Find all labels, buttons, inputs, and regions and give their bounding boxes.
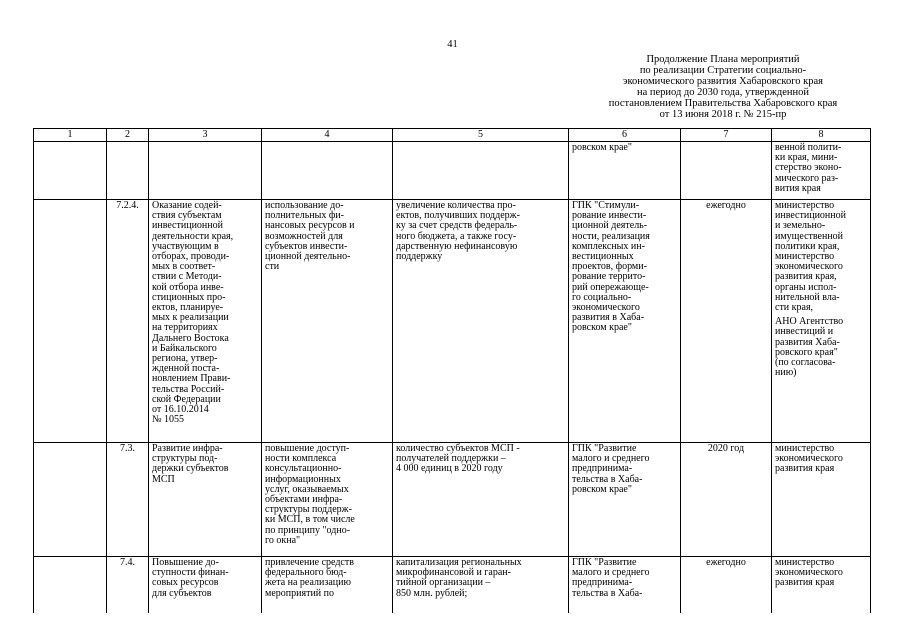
program-name: ГПК "Развитие малого и среднего предпринима- тельства в Хаба- ровском крае" [569, 443, 681, 557]
column-header: 3 [149, 129, 262, 142]
program-name: ГПК "Стимули- рование инвести- ционной деятель- ности, реализация комплексных ин- вестиционных проектов, форми- рование террито- рий опережающе- го социально- экономического развития в Хаба- ровском крае" [569, 200, 681, 443]
table-row [34, 200, 871, 443]
program-name: ровском крае" [569, 142, 681, 200]
measure-name: Повышение до- ступности финан- совых ресурсов для субъектов [149, 557, 262, 613]
measures-table [33, 128, 871, 613]
measure-name: Развитие инфра- структуры под- держки субъектов МСП [149, 443, 262, 557]
cell-col1 [34, 557, 107, 613]
cell-col1 [34, 142, 107, 200]
measure-direction [262, 142, 393, 200]
page-number: 41 [447, 39, 458, 50]
header-line: от 13 июня 2018 г. № 215-пр [659, 109, 787, 120]
table-row [34, 557, 871, 613]
header-line: по реализации Стратегии социально- [639, 65, 807, 76]
column-header: 2 [107, 129, 149, 142]
responsible-executors: министерство экономического развития края [775, 557, 843, 589]
responsible-cell [772, 200, 871, 443]
measure-direction: повышение доступ- ности комплекса консультационно- информационных услуг, оказываемых объектами инфра- структуры поддерж- ки МСП, в том числе по принципу "одно- го окна" [262, 443, 393, 557]
responsible-cell [772, 443, 871, 557]
column-header: 1 [34, 129, 107, 142]
column-header: 4 [262, 129, 393, 142]
expected-result: увеличение количества про- ектов, получивших поддерж- ку за счет средств федераль- ного бюджета, а также госу- дарственную нефинансовую поддержку [393, 200, 569, 443]
cell-col1 [34, 443, 107, 557]
header-line: экономического развития Хабаровского края [622, 76, 824, 87]
responsible-executors-extra: АНО Агентство инвестиций и развития Хаба- ровского края" (по согласова- нию) [775, 316, 844, 379]
measure-direction: использование до- полнительных фи- нансовых ресурсов и возможностей для субъектов инвести- ционной деятельно- сти [262, 200, 393, 443]
column-header: 8 [772, 129, 871, 142]
column-number-row [34, 129, 871, 142]
measure-name [149, 142, 262, 200]
responsible-executors: министерство экономического развития края [775, 443, 843, 475]
expected-result: количество субъектов МСП - получателей поддержки – 4 000 единиц в 2020 году [393, 443, 569, 557]
item-number: 7.4. [107, 557, 149, 613]
responsible-cell [772, 142, 871, 200]
table-row [34, 443, 871, 557]
header-line: на период до 2030 года, утвержденной [636, 87, 810, 98]
column-header: 7 [681, 129, 772, 142]
table-row [34, 142, 871, 200]
item-number [107, 142, 149, 200]
header-line: Продолжение Плана мероприятий [646, 54, 800, 65]
expected-result: капитализация региональных микрофинансовой и гаран- тийной организации – 850 млн. рублей; [393, 557, 569, 613]
deadline: 2020 год [681, 443, 772, 557]
deadline: ежегодно [681, 557, 772, 613]
deadline [681, 142, 772, 200]
responsible-executors: венной полити- ки края, мини- стерство эконо- мического раз- вития края [775, 142, 842, 194]
measure-direction: привлечение средств федерального бюд- жета на реализацию мероприятий по [262, 557, 393, 613]
deadline: ежегодно [681, 200, 772, 443]
expected-result [393, 142, 569, 200]
item-number: 7.3. [107, 443, 149, 557]
item-number: 7.2.4. [107, 200, 149, 443]
responsible-executors: министерство инвестиционной и земельно- имущественной политики края, министерство экономического развития края, органы испол- нительной вла- сти края, [775, 200, 846, 314]
column-header: 5 [393, 129, 569, 142]
measure-name: Оказание содей- ствия субъектам инвестиционной деятельности края, участвующим в отборах, проводи- мых в соответ- ствии с Методи- кой отбора инве- стиционных про- ектов, планируе- мых к реализации на территориях Дальнего Востока и Байкальского региона, утвер- жденной поста- новлением Прави- тельства Россий- ской Федерации от 16.10.2014 № 1055 [149, 200, 262, 443]
column-header: 6 [569, 129, 681, 142]
cell-col1 [34, 200, 107, 443]
responsible-cell [772, 557, 871, 613]
header-line: постановлением Правительства Хабаровского края [608, 98, 838, 109]
program-name: ГПК "Развитие малого и среднего предпринима- тельства в Хаба- [569, 557, 681, 613]
document-header [573, 54, 873, 120]
